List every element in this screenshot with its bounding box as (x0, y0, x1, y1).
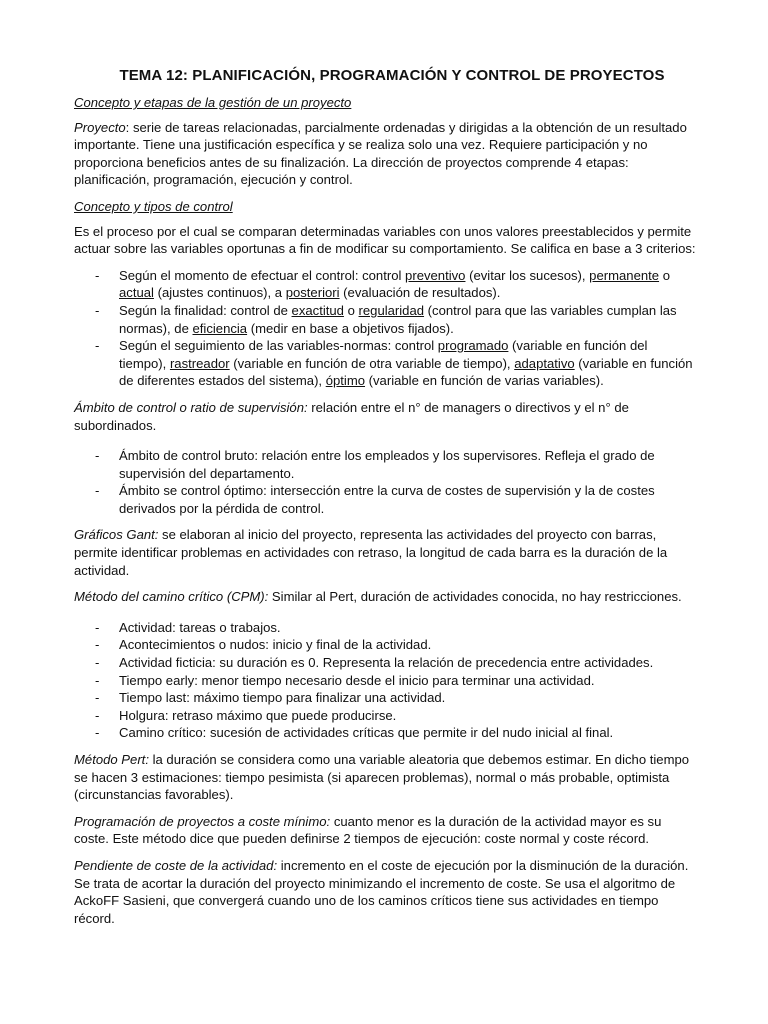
list-item: - Actividad: tareas o trabajos. (95, 619, 281, 635)
bullet-dash: - (95, 655, 100, 671)
criteria-list (74, 267, 698, 390)
term-pert: Método Pert: (74, 752, 149, 767)
term-ambito: Ámbito de control o ratio de supervisión: (74, 399, 308, 415)
paragraph-pert: Método Pert: la duración se considera como una variable aleatoria que debemos estimar. En dicho tiempo se hacen 3 estimaciones: tiempo pesimista (si aparecen problemas), normal o más probable, optimista (circunstancias favorables). (74, 752, 690, 803)
page-title: TEMA 12: PLANIFICACIÓN, PROGRAMACIÓN Y CONTROL DE PROYECTOS (119, 67, 665, 84)
bullet-dash: - (95, 338, 100, 354)
cpm-list (74, 619, 698, 742)
bullet-dash: - (95, 725, 100, 741)
ambito-list (74, 447, 698, 517)
bullet-dash: - (95, 707, 100, 723)
paragraph-control: Es el proceso por el cual se comparan determinadas variables con unos valores preestablecidos y permite actuar sobre las variables oportunas a fin de modificar su comportamiento. Se califica en base a 3 criterios: (74, 223, 696, 257)
list-item: - Holgura: retraso máximo que puede producirse. (95, 707, 397, 723)
bullet-dash: - (95, 672, 100, 688)
list-item: - Acontecimientos o nudos: inicio y final de la actividad. (95, 637, 432, 653)
bullet-dash: - (95, 267, 100, 283)
paragraph-coste-minimo: Programación de proyectos a coste mínimo: cuanto menor es la duración de la actividad mayor es su coste. Este método dice que pueden definirse 2 tiempos de ejecución: coste normal y coste récord. (74, 813, 662, 847)
list-item: - Según la finalidad: control de exactitud o regularidad (control para que las variables cumplan las normas), de eficiencia (medir en base a objetivos fijados). (95, 302, 677, 336)
paragraph-ambito: Ámbito de control o ratio de supervisión: relación entre el n° de managers o directivos y el n° de subordinados. (74, 399, 629, 433)
bullet-dash: - (95, 483, 100, 499)
section-heading-control: Concepto y tipos de control (74, 198, 233, 214)
list-item: - Según el momento de efectuar el control: control preventivo (evitar los sucesos), permanente o actual (ajustes continuos), a posteriori (evaluación de resultados). (95, 267, 670, 301)
section-heading-gestion: Concepto y etapas de la gestión de un proyecto (74, 95, 352, 110)
list-item: - Actividad ficticia: su duración es 0. Representa la relación de precedencia entre actividades. (95, 655, 654, 671)
list-item: - Tiempo last: máximo tiempo para finalizar una actividad. (95, 690, 446, 706)
term-proyecto: Proyecto (74, 119, 126, 135)
bullet-dash: - (95, 619, 100, 635)
term-pendiente: Pendiente de coste de la actividad: (74, 857, 278, 873)
term-cpm: Método del camino crítico (CPM): (74, 589, 269, 605)
document-page (74, 66, 698, 936)
paragraph-pendiente: Pendiente de coste de la actividad: incremento en el coste de ejecución por la disminución de la duración. Se trata de acortar la duración del proyecto minimizando el incremento de coste. Se usa el algoritmo de AckoFF Sasieni, que convergerá cuando uno de los caminos críticos tiene sus actividades en tiempo récord. (74, 857, 689, 926)
paragraph-gant: Gráficos Gant: se elaboran al inicio del proyecto, representa las actividades del proyecto con barras, permite identificar problemas en actividades con retraso, la longitud de cada barra es la duración de la actividad. (74, 527, 668, 578)
term-coste-minimo: Programación de proyectos a coste mínimo: (74, 813, 331, 829)
list-item: - Según el seguimiento de las variables-normas: control programado (variable en función del tiempo), rastreador (variable en función de otra variable de tiempo), adaptativo (variable en función de diferentes estados del sistema), óptimo (variable en función de varias variables). (95, 338, 693, 389)
paragraph-cpm: Método del camino crítico (CPM): Similar al Pert, duración de actividades conocida, no hay restricciones. (74, 589, 682, 605)
list-item: - Ámbito se control óptimo: intersección entre la curva de costes de supervisión y la de costes derivados por la pérdida de control. (95, 483, 655, 516)
paragraph-text: : serie de tareas relacionadas, parcialmente ordenadas y dirigidas a la obtención de un resultado importante. Tiene una justificación específica y se realiza solo una vez. Requiere participación y no proporciona beneficios antes de su finalización. La dirección de proyectos comprende 4 etapas: planificación, programación, ejecución y control. (74, 119, 687, 188)
bullet-dash: - (95, 637, 100, 653)
bullet-dash: - (95, 690, 100, 706)
list-item: - Tiempo early: menor tiempo necesario desde el inicio para terminar una actividad. (95, 672, 595, 688)
list-item: - Camino crítico: sucesión de actividades críticas que permite ir del nudo inicial al final. (95, 725, 614, 741)
bullet-dash: - (95, 448, 100, 464)
term-gant: Gráficos Gant: (74, 527, 159, 543)
paragraph-proyecto (74, 119, 698, 189)
list-item: - Ámbito de control bruto: relación entre los empleados y los supervisores. Refleja el grado de supervisión del departamento. (95, 448, 655, 481)
bullet-dash: - (95, 302, 100, 318)
